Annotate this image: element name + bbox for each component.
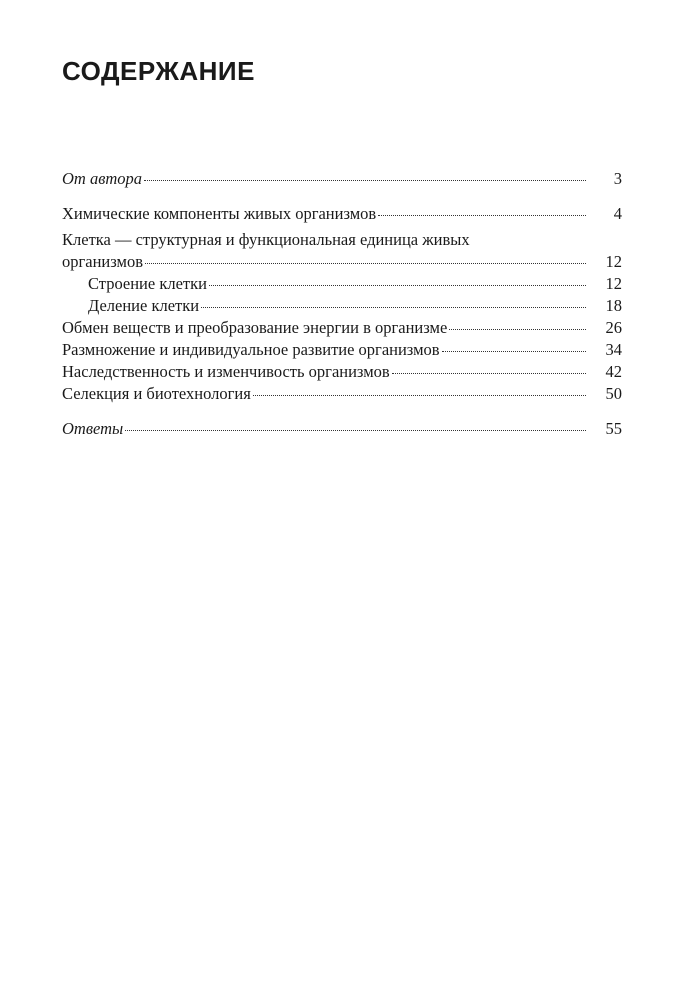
dot-leader [449, 329, 586, 330]
toc-entry-chemical[interactable] [62, 203, 622, 225]
toc-entry-page: 42 [605, 362, 622, 381]
toc-entry-title: Размножение и индивидуальное развитие организмов [62, 340, 440, 359]
toc-entry-page: 12 [605, 252, 622, 271]
dot-leader [144, 180, 586, 181]
dot-leader [378, 215, 586, 216]
dot-leader [209, 285, 586, 286]
toc-entry-title: Деление клетки [88, 296, 200, 315]
toc-entry-page: 26 [605, 318, 622, 337]
toc-entry-page: 12 [605, 274, 622, 293]
table-of-contents [62, 168, 622, 440]
dot-leader [442, 351, 586, 352]
toc-entry-answers[interactable] [62, 418, 622, 440]
toc-entry-reproduction[interactable] [62, 339, 622, 361]
toc-entry-cell[interactable] [62, 229, 622, 273]
toc-entry-title: Наследственность и изменчивость организмов [62, 362, 390, 381]
toc-entry-page: 50 [605, 384, 622, 403]
toc-entry-page: 3 [613, 169, 622, 188]
dot-leader [392, 373, 586, 374]
toc-entry-metabolism[interactable] [62, 317, 622, 339]
toc-entry-page: 34 [605, 340, 622, 359]
dot-leader [145, 263, 586, 264]
dot-leader [201, 307, 586, 308]
toc-entry-title: Обмен веществ и преобразование энергии в организме [62, 318, 448, 337]
toc-entry-title-line2: организмов [62, 252, 144, 271]
toc-entry-author[interactable] [62, 168, 622, 190]
toc-entry-title-line1: Клетка — структурная и функциональная единица живых [62, 230, 470, 249]
toc-entry-title: Химические компоненты живых организмов [62, 204, 377, 223]
dot-leader [253, 395, 586, 396]
dot-leader [125, 430, 586, 431]
toc-entry-title: От автора [62, 169, 143, 188]
toc-entry-cell-division[interactable] [62, 295, 622, 317]
toc-entry-page: 55 [605, 419, 622, 438]
toc-entry-page: 4 [613, 204, 622, 223]
toc-entry-heredity[interactable] [62, 361, 622, 383]
toc-entry-page: 18 [605, 296, 622, 315]
page-title: СОДЕРЖАНИЕ [62, 56, 255, 86]
toc-entry-title: Селекция и биотехнология [62, 384, 251, 403]
toc-entry-selection[interactable] [62, 383, 622, 405]
toc-entry-cell-structure[interactable] [62, 273, 622, 295]
toc-entry-title: Ответы [62, 419, 124, 438]
toc-entry-title: Строение клетки [88, 274, 207, 293]
